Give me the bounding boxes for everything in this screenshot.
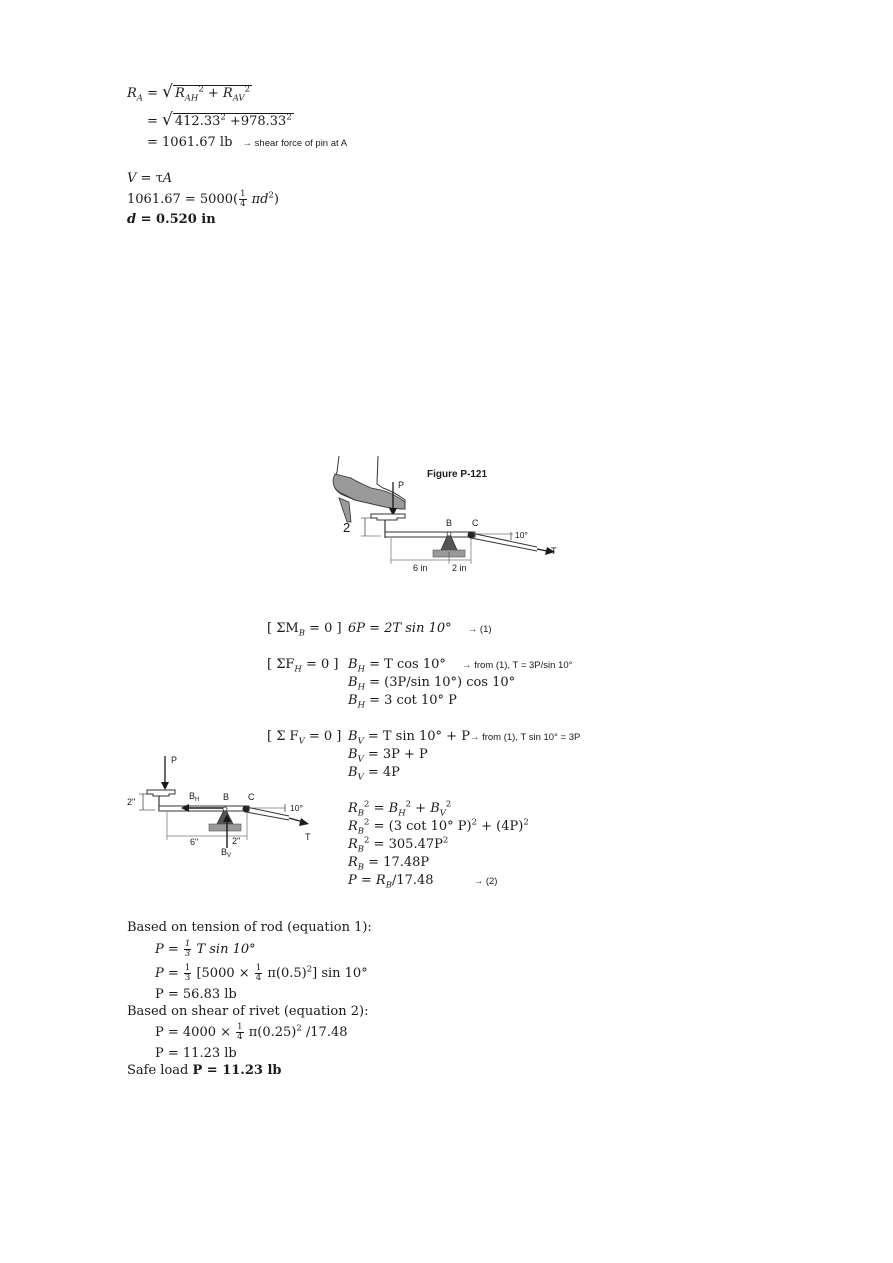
symbol: B: [348, 675, 358, 690]
denominator: 4: [240, 199, 246, 209]
figure-p121: [325, 452, 595, 582]
note: → (1): [467, 624, 492, 635]
label-2in-b: 2": [232, 836, 241, 846]
rb-line2: [348, 819, 529, 835]
d-result: [127, 212, 216, 228]
numerator: 1: [184, 963, 191, 973]
symbol: B: [348, 729, 358, 744]
label-bh-main: B: [189, 791, 196, 801]
ra-result-note: → shear force of pin at A: [242, 138, 348, 149]
subscript: H: [294, 664, 302, 675]
equation: /17.48: [301, 1025, 348, 1040]
rod: [246, 807, 289, 816]
equation: P = R: [348, 873, 386, 888]
ra-equation: [127, 84, 252, 102]
label-angle: 10°: [515, 530, 528, 540]
subscript: H: [357, 700, 365, 711]
sqrt-icon: √: [162, 110, 173, 130]
fraction: [239, 190, 246, 209]
rod-eq2: [155, 964, 368, 983]
power: 2: [405, 799, 412, 810]
fv-line1: [348, 729, 580, 746]
label-bv-sub: V: [227, 853, 232, 859]
rah-power: 2: [198, 84, 204, 95]
arrowhead-icon: [299, 818, 309, 826]
pedal: [147, 790, 175, 796]
label-bh: [189, 791, 199, 803]
equation: π(0.25): [244, 1025, 297, 1040]
note: → (2): [473, 876, 498, 887]
area-symbol: A: [162, 171, 173, 186]
ra-result-value: = 1061.67 lb: [147, 135, 233, 150]
label-c: C: [248, 792, 255, 802]
v-equation: [127, 171, 172, 187]
equation: ] sin 10°: [312, 966, 368, 981]
symbol: B: [348, 657, 358, 672]
rivet-heading: Based on shear of rivet (equation 2):: [127, 1004, 369, 1019]
label-c: C: [472, 518, 479, 528]
safe-load-value: P = 11.23 lb: [192, 1063, 282, 1078]
equals: =: [136, 212, 157, 227]
label-t: T: [305, 832, 311, 842]
fh-line2: [348, 675, 515, 691]
pedal: [371, 514, 405, 520]
fh-bracket: [267, 657, 338, 673]
symbol: B: [348, 747, 358, 762]
pin-b: [447, 532, 451, 536]
equation: = 4P: [363, 765, 400, 780]
rod-heading: Based on tension of rod (equation 1):: [127, 920, 372, 935]
sqrt-icon: √: [162, 82, 173, 102]
rah-subscript: AH: [184, 93, 199, 104]
rivet-eq2: P = 11.23 lb: [155, 1046, 237, 1061]
rod-eq1: [155, 940, 256, 959]
rah-symbol: R: [174, 86, 185, 101]
ra-symbol: R: [127, 86, 137, 101]
label-angle: 10°: [290, 803, 303, 813]
subscript: V: [439, 808, 446, 819]
ra-result: [147, 135, 347, 152]
label-bh-sub: H: [195, 797, 200, 803]
equation: 6P = 2T sin 10°: [348, 621, 452, 636]
equation: = 3 cot 10° P: [364, 693, 457, 708]
subscript: B: [357, 826, 365, 837]
equation: P =: [155, 942, 183, 957]
plus: +: [203, 86, 223, 101]
label-2: 2: [343, 520, 351, 535]
bracket: [ ΣM: [267, 621, 299, 636]
pi-d: πd: [247, 192, 269, 207]
subscript: V: [357, 754, 364, 765]
label-b: B: [223, 792, 230, 802]
denominator: 3: [184, 973, 191, 983]
rav-symbol: R: [222, 86, 233, 101]
d-value: 0.520 in: [156, 212, 216, 227]
fraction: [255, 964, 262, 983]
power: 2: [364, 835, 370, 846]
label-p: P: [171, 755, 178, 765]
safe-load: [127, 1063, 281, 1079]
power: 2: [364, 799, 370, 810]
rah-value: 412.33: [174, 114, 221, 129]
subscript: B: [385, 880, 392, 891]
subscript: V: [357, 736, 364, 747]
equation: + B: [411, 801, 440, 816]
rav-power: 2: [244, 84, 250, 95]
note: → from (1), T sin 10° = 3P: [469, 732, 581, 743]
subscript: V: [357, 772, 364, 783]
label-2in: 2": [127, 797, 136, 807]
equation: = (3 cot 10° P): [369, 819, 472, 834]
power: 2: [445, 799, 452, 810]
power: 2: [364, 817, 370, 828]
numerator: 1: [237, 1022, 243, 1032]
numerator: 1: [240, 189, 246, 199]
power: 2: [268, 190, 274, 201]
numerator: 1: [255, 963, 262, 973]
label-6in: 6": [190, 837, 199, 847]
ra-numeric: [147, 112, 294, 130]
ra-subscript: A: [136, 93, 143, 104]
rivet-eq1: [155, 1023, 348, 1042]
safe-load-label: Safe load: [127, 1063, 193, 1078]
d-equation-lhs: 1061.67 = 5000(: [127, 192, 239, 207]
bracket: [ Σ F: [267, 729, 299, 744]
subscript: H: [357, 664, 365, 675]
moment-equation: [348, 621, 492, 638]
equation: T sin 10°: [192, 942, 256, 957]
rav-power: 2: [286, 112, 292, 123]
equation: /17.48: [391, 873, 434, 888]
equation: = 17.48P: [364, 855, 430, 870]
bracket-close: = 0 ]: [304, 621, 342, 636]
note: → from (1), T = 3P/sin 10°: [462, 660, 573, 671]
fraction: [184, 964, 191, 983]
bracket-close: = 0 ]: [301, 657, 339, 672]
equation: π(0.5): [263, 966, 307, 981]
equation: P =: [155, 966, 183, 981]
fraction: [184, 940, 191, 959]
d-equation: [127, 190, 279, 209]
label-t: T: [551, 546, 557, 556]
d-symbol: d: [127, 212, 137, 227]
power: 2: [442, 835, 449, 846]
label-2in: 2 in: [452, 563, 467, 573]
power: 2: [471, 817, 477, 828]
equation: = 305.47P: [369, 837, 443, 852]
equation: = T sin 10° + P: [363, 729, 470, 744]
power: 2: [296, 1023, 302, 1034]
rb-line3: [348, 837, 448, 853]
fv-line2: [348, 747, 428, 763]
support-base: [209, 824, 241, 831]
subscript: B: [357, 808, 365, 819]
fraction: [236, 1023, 243, 1042]
equation: + (4P): [476, 819, 524, 834]
denominator: 3: [184, 949, 191, 959]
power: 2: [306, 964, 313, 975]
sqrt-body: [173, 84, 252, 104]
label-bv-main: B: [221, 847, 228, 857]
label-6in: 6 in: [413, 563, 428, 573]
subscript: H: [398, 808, 406, 819]
equation: [5000 ×: [192, 966, 254, 981]
equation: = (3P/sin 10°) cos 10°: [364, 675, 516, 690]
equation: = 3P + P: [363, 747, 428, 762]
symbol: R: [348, 855, 358, 870]
symbol: R: [348, 801, 358, 816]
close-paren: ): [273, 192, 279, 207]
tau-symbol: τ: [155, 171, 163, 186]
bracket-close: = 0 ]: [304, 729, 342, 744]
subscript: B: [298, 628, 305, 639]
joint-c: [243, 806, 250, 813]
figure-title: Figure P-121: [427, 469, 488, 480]
equals: =: [136, 171, 156, 186]
sqrt-body: [173, 113, 294, 129]
subscript: H: [357, 682, 365, 693]
moment-bracket: [267, 621, 342, 637]
symbol: R: [348, 837, 358, 852]
subscript: B: [357, 862, 365, 873]
lever-bar: [385, 532, 475, 537]
fh-line3: [348, 693, 457, 709]
equation: P = 4000 ×: [155, 1025, 236, 1040]
rb-line4: [348, 855, 429, 871]
label-p: P: [398, 480, 405, 490]
denominator: 4: [237, 1032, 243, 1042]
equation: = B: [369, 801, 399, 816]
rav-value: +978.33: [225, 114, 287, 129]
symbol: R: [348, 819, 358, 834]
power: 2: [523, 817, 529, 828]
fv-line3: [348, 765, 400, 781]
free-body-diagram: [125, 752, 325, 862]
rod-eq3: P = 56.83 lb: [155, 987, 237, 1002]
rav-subscript: AV: [232, 93, 245, 104]
symbol: B: [348, 693, 358, 708]
v-symbol: V: [127, 171, 137, 186]
fh-line1: [348, 657, 572, 674]
pin-b: [223, 807, 227, 811]
numerator: 1: [184, 939, 191, 949]
equation: = T cos 10°: [364, 657, 446, 672]
bracket: [ ΣF: [267, 657, 295, 672]
equals: =: [147, 114, 163, 129]
rah-power: 2: [220, 112, 226, 123]
denominator: 4: [255, 973, 262, 983]
label-bv: [221, 847, 231, 859]
rb-line1: [348, 801, 451, 817]
joint-c: [468, 532, 475, 539]
subscript: V: [298, 736, 305, 747]
symbol: B: [348, 765, 358, 780]
rb-line5: [348, 873, 497, 890]
fv-bracket: [267, 729, 341, 745]
subscript: B: [357, 844, 365, 855]
force-t-arrow: [537, 549, 547, 551]
label-b: B: [446, 518, 453, 528]
arrowhead-icon: [161, 782, 169, 790]
equals: =: [142, 86, 163, 101]
